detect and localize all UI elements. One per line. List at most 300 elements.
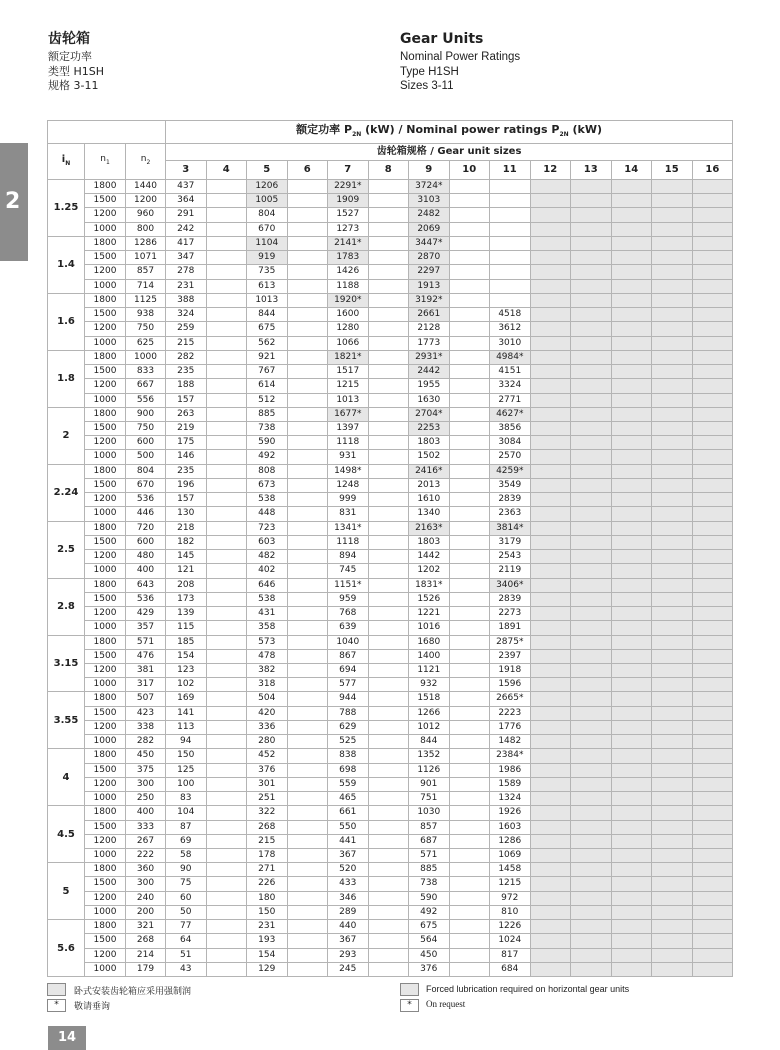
unavailable-cell (652, 365, 693, 379)
value-cell: 1121 (409, 663, 450, 677)
ratio-cell: 1.4 (48, 236, 85, 293)
value-cell: 50 (166, 905, 207, 919)
value-cell (368, 849, 409, 863)
value-cell: 150 (247, 905, 288, 919)
unavailable-cell (571, 535, 612, 549)
unavailable-cell (652, 180, 693, 194)
table-row (48, 592, 733, 606)
n2-cell: 720 (126, 521, 166, 535)
value-cell: 520 (328, 863, 369, 877)
value-cell: 538 (247, 592, 288, 606)
value-cell (206, 834, 247, 848)
value-cell: 83 (166, 792, 207, 806)
value-cell: 1526 (409, 592, 450, 606)
value-cell (449, 735, 490, 749)
n2-cell: 1286 (126, 236, 166, 250)
value-cell (449, 948, 490, 962)
value-cell: 1118 (328, 436, 369, 450)
unavailable-cell (692, 877, 733, 891)
unavailable-cell (530, 706, 571, 720)
n2-cell: 670 (126, 478, 166, 492)
unavailable-cell (611, 308, 652, 322)
value-cell (449, 379, 490, 393)
value-cell: 90 (166, 863, 207, 877)
value-cell: 129 (247, 962, 288, 976)
n1-cell: 1200 (85, 550, 126, 564)
value-cell (206, 436, 247, 450)
value-cell (206, 806, 247, 820)
unavailable-cell (571, 564, 612, 578)
value-cell: 2253 (409, 421, 450, 435)
unavailable-cell (611, 962, 652, 976)
value-cell: 263 (166, 407, 207, 421)
unavailable-cell (530, 251, 571, 265)
value-cell (287, 293, 328, 307)
ratio-cell: 1.8 (48, 350, 85, 407)
subtitle-cn-2: 类型 H1SH (48, 64, 105, 78)
n1-cell: 1000 (85, 393, 126, 407)
section-tab (0, 143, 28, 261)
value-cell (206, 920, 247, 934)
unavailable-cell (692, 407, 733, 421)
table-row (48, 507, 733, 521)
table-row (48, 194, 733, 208)
unavailable-cell (530, 720, 571, 734)
value-cell (449, 507, 490, 521)
value-cell: 452 (247, 749, 288, 763)
unavailable-cell (692, 806, 733, 820)
value-cell (449, 236, 490, 250)
value-cell: 550 (328, 820, 369, 834)
value-cell (449, 649, 490, 663)
ratio-cell: 3.55 (48, 692, 85, 749)
value-cell (368, 464, 409, 478)
unavailable-cell (571, 350, 612, 364)
unavailable-cell (692, 706, 733, 720)
n1-cell: 1000 (85, 905, 126, 919)
unavailable-cell (571, 592, 612, 606)
value-cell: 1920* (328, 293, 369, 307)
value-cell: 1518 (409, 692, 450, 706)
value-cell: 1909 (328, 194, 369, 208)
ratio-cell: 2.5 (48, 521, 85, 578)
unavailable-cell (692, 365, 733, 379)
unavailable-cell (530, 493, 571, 507)
value-cell (287, 834, 328, 848)
value-cell: 2661 (409, 308, 450, 322)
value-cell: 58 (166, 849, 207, 863)
value-cell (206, 322, 247, 336)
value-cell (490, 194, 531, 208)
value-cell (449, 792, 490, 806)
unavailable-cell (692, 678, 733, 692)
value-cell: 1589 (490, 777, 531, 791)
value-cell: 687 (409, 834, 450, 848)
value-cell: 420 (247, 706, 288, 720)
value-cell: 3612 (490, 322, 531, 336)
value-cell (368, 194, 409, 208)
table-row (48, 934, 733, 948)
value-cell: 123 (166, 663, 207, 677)
value-cell: 87 (166, 820, 207, 834)
header-chinese (48, 30, 104, 94)
value-cell (206, 891, 247, 905)
value-cell: 767 (247, 365, 288, 379)
n1-cell: 1000 (85, 336, 126, 350)
unavailable-cell (652, 678, 693, 692)
size-header: 8 (368, 161, 409, 180)
value-cell (449, 350, 490, 364)
n2-cell: 400 (126, 806, 166, 820)
value-cell: 245 (328, 962, 369, 976)
unavailable-cell (571, 663, 612, 677)
value-cell (287, 749, 328, 763)
unavailable-cell (530, 635, 571, 649)
n1-cell: 1500 (85, 649, 126, 663)
value-cell: 3856 (490, 421, 531, 435)
value-cell: 1630 (409, 393, 450, 407)
n2-cell: 750 (126, 421, 166, 435)
unavailable-cell (530, 336, 571, 350)
legend-gray-box-en (400, 983, 419, 996)
value-cell (287, 478, 328, 492)
unavailable-cell (611, 293, 652, 307)
unavailable-cell (652, 621, 693, 635)
unavailable-cell (652, 322, 693, 336)
unavailable-cell (692, 279, 733, 293)
value-cell: 2141* (328, 236, 369, 250)
value-cell: 69 (166, 834, 207, 848)
unavailable-cell (611, 706, 652, 720)
unavailable-cell (571, 692, 612, 706)
value-cell (206, 735, 247, 749)
table-row (48, 293, 733, 307)
ratio-cell: 4.5 (48, 806, 85, 863)
value-cell (368, 365, 409, 379)
unavailable-cell (571, 849, 612, 863)
unavailable-cell (692, 322, 733, 336)
value-cell (449, 920, 490, 934)
n1-cell: 1200 (85, 834, 126, 848)
value-cell (287, 507, 328, 521)
unavailable-cell (611, 806, 652, 820)
table-row (48, 891, 733, 905)
n1-cell: 1000 (85, 621, 126, 635)
value-cell: 972 (490, 891, 531, 905)
size-header: 12 (530, 161, 571, 180)
value-cell (368, 578, 409, 592)
value-cell: 2291* (328, 180, 369, 194)
unavailable-cell (530, 393, 571, 407)
value-cell (206, 421, 247, 435)
n2-cell: 250 (126, 792, 166, 806)
unavailable-cell (692, 450, 733, 464)
value-cell: 838 (328, 749, 369, 763)
n2-cell: 222 (126, 849, 166, 863)
value-cell: 1118 (328, 535, 369, 549)
value-cell: 193 (247, 934, 288, 948)
unavailable-cell (652, 379, 693, 393)
value-cell (368, 379, 409, 393)
value-cell: 242 (166, 222, 207, 236)
unavailable-cell (611, 720, 652, 734)
value-cell: 1188 (328, 279, 369, 293)
value-cell: 646 (247, 578, 288, 592)
unavailable-cell (530, 607, 571, 621)
unavailable-cell (611, 450, 652, 464)
value-cell: 289 (328, 905, 369, 919)
value-cell: 675 (409, 920, 450, 934)
n1-cell: 1200 (85, 720, 126, 734)
unavailable-cell (571, 507, 612, 521)
value-cell (368, 478, 409, 492)
value-cell: 448 (247, 507, 288, 521)
unavailable-cell (692, 293, 733, 307)
n1-cell: 1200 (85, 379, 126, 393)
unavailable-cell (571, 863, 612, 877)
subtitle-en-3: Sizes 3-11 (400, 80, 454, 92)
unavailable-cell (530, 365, 571, 379)
n2-cell: 714 (126, 279, 166, 293)
value-cell: 1030 (409, 806, 450, 820)
table-row (48, 550, 733, 564)
n2-cell: 423 (126, 706, 166, 720)
unavailable-cell (571, 265, 612, 279)
table-row (48, 749, 733, 763)
n1-cell: 1800 (85, 749, 126, 763)
value-cell: 738 (247, 421, 288, 435)
value-cell (287, 194, 328, 208)
value-cell (490, 293, 531, 307)
n1-cell: 1500 (85, 421, 126, 435)
ratio-cell: 2.24 (48, 464, 85, 521)
unavailable-cell (571, 464, 612, 478)
value-cell: 1783 (328, 251, 369, 265)
unavailable-cell (652, 194, 693, 208)
unavailable-cell (530, 421, 571, 435)
value-cell (449, 393, 490, 407)
value-cell (287, 934, 328, 948)
n2-cell: 400 (126, 564, 166, 578)
value-cell (206, 507, 247, 521)
title-cn: 齿轮箱 (48, 31, 90, 47)
unavailable-cell (611, 763, 652, 777)
n2-cell: 507 (126, 692, 166, 706)
value-cell (206, 251, 247, 265)
value-cell: 2223 (490, 706, 531, 720)
value-cell (287, 322, 328, 336)
value-cell (449, 706, 490, 720)
table-row (48, 834, 733, 848)
value-cell: 932 (409, 678, 450, 692)
value-cell: 788 (328, 706, 369, 720)
value-cell (206, 592, 247, 606)
value-cell (287, 464, 328, 478)
unavailable-cell (571, 194, 612, 208)
ratio-cell: 5.6 (48, 920, 85, 977)
value-cell: 2931* (409, 350, 450, 364)
n2-cell: 317 (126, 678, 166, 692)
value-cell (449, 692, 490, 706)
value-cell (206, 293, 247, 307)
n1-cell: 1200 (85, 322, 126, 336)
n2-cell: 500 (126, 450, 166, 464)
unavailable-cell (530, 820, 571, 834)
value-cell (449, 905, 490, 919)
unavailable-cell (611, 663, 652, 677)
size-header: 3 (166, 161, 207, 180)
unavailable-cell (530, 521, 571, 535)
size-header: 16 (692, 161, 733, 180)
unavailable-cell (530, 934, 571, 948)
n1-cell: 1800 (85, 920, 126, 934)
n2-cell: 381 (126, 663, 166, 677)
value-cell (368, 607, 409, 621)
n2-cell: 556 (126, 393, 166, 407)
value-cell: 169 (166, 692, 207, 706)
value-cell (287, 180, 328, 194)
n1-cell: 1000 (85, 564, 126, 578)
value-cell (287, 578, 328, 592)
value-cell: 1016 (409, 621, 450, 635)
value-cell: 121 (166, 564, 207, 578)
value-cell: 2543 (490, 550, 531, 564)
unavailable-cell (571, 222, 612, 236)
table-row (48, 877, 733, 891)
value-cell: 178 (247, 849, 288, 863)
table-title: 额定功率 $P_{2N}$ (kW) / Nominal power ratings $P_{2N}$ (kW) (166, 121, 733, 144)
table-row (48, 436, 733, 450)
value-cell (206, 607, 247, 621)
value-cell: 944 (328, 692, 369, 706)
value-cell: 3549 (490, 478, 531, 492)
value-cell (368, 407, 409, 421)
value-cell: 1596 (490, 678, 531, 692)
unavailable-cell (652, 849, 693, 863)
value-cell (206, 820, 247, 834)
value-cell: 1266 (409, 706, 450, 720)
table-row (48, 236, 733, 250)
value-cell (449, 407, 490, 421)
value-cell: 1286 (490, 834, 531, 848)
unavailable-cell (652, 948, 693, 962)
n1-cell: 1200 (85, 663, 126, 677)
value-cell (206, 706, 247, 720)
unavailable-cell (692, 692, 733, 706)
unavailable-cell (571, 792, 612, 806)
value-cell (368, 806, 409, 820)
value-cell (287, 421, 328, 435)
size-header: 13 (571, 161, 612, 180)
value-cell: 867 (328, 649, 369, 663)
unavailable-cell (530, 350, 571, 364)
table-row (48, 365, 733, 379)
unavailable-cell (652, 535, 693, 549)
value-cell: 3010 (490, 336, 531, 350)
table-row (48, 720, 733, 734)
value-cell: 571 (409, 849, 450, 863)
n2-cell: 1200 (126, 194, 166, 208)
n1-cell: 1500 (85, 251, 126, 265)
value-cell (206, 550, 247, 564)
table-row (48, 421, 733, 435)
value-cell: 639 (328, 621, 369, 635)
value-cell: 1215 (490, 877, 531, 891)
value-cell: 1226 (490, 920, 531, 934)
unavailable-cell (611, 905, 652, 919)
value-cell: 723 (247, 521, 288, 535)
table-row (48, 962, 733, 976)
unavailable-cell (530, 777, 571, 791)
value-cell: 64 (166, 934, 207, 948)
unavailable-cell (692, 436, 733, 450)
unavailable-cell (530, 920, 571, 934)
value-cell (287, 649, 328, 663)
value-cell (449, 265, 490, 279)
value-cell (368, 891, 409, 905)
unavailable-cell (571, 336, 612, 350)
unavailable-cell (571, 905, 612, 919)
value-cell: 431 (247, 607, 288, 621)
value-cell: 959 (328, 592, 369, 606)
value-cell (368, 507, 409, 521)
value-cell (287, 678, 328, 692)
value-cell (368, 180, 409, 194)
unavailable-cell (530, 863, 571, 877)
value-cell: 577 (328, 678, 369, 692)
unavailable-cell (652, 934, 693, 948)
unavailable-cell (692, 350, 733, 364)
value-cell: 1248 (328, 478, 369, 492)
value-cell (287, 365, 328, 379)
value-cell (449, 806, 490, 820)
unavailable-cell (530, 180, 571, 194)
value-cell: 919 (247, 251, 288, 265)
unavailable-cell (530, 849, 571, 863)
value-cell (206, 692, 247, 706)
table-row (48, 393, 733, 407)
value-cell (368, 777, 409, 791)
value-cell: 3192* (409, 293, 450, 307)
value-cell (287, 792, 328, 806)
value-cell: 282 (166, 350, 207, 364)
table-row (48, 849, 733, 863)
unavailable-cell (652, 279, 693, 293)
unavailable-cell (652, 450, 693, 464)
unavailable-cell (692, 834, 733, 848)
unavailable-cell (611, 578, 652, 592)
n2-cell: 179 (126, 962, 166, 976)
value-cell: 614 (247, 379, 288, 393)
value-cell: 104 (166, 806, 207, 820)
value-cell (449, 663, 490, 677)
value-cell (368, 251, 409, 265)
unavailable-cell (571, 777, 612, 791)
value-cell: 1610 (409, 493, 450, 507)
unavailable-cell (571, 735, 612, 749)
table-row (48, 735, 733, 749)
n1-cell: 1200 (85, 265, 126, 279)
unavailable-cell (652, 550, 693, 564)
n1-cell: 1500 (85, 763, 126, 777)
unavailable-cell (611, 607, 652, 621)
unavailable-cell (692, 763, 733, 777)
value-cell: 43 (166, 962, 207, 976)
value-cell: 2416* (409, 464, 450, 478)
value-cell (206, 678, 247, 692)
n1-cell: 1000 (85, 450, 126, 464)
table-row (48, 535, 733, 549)
